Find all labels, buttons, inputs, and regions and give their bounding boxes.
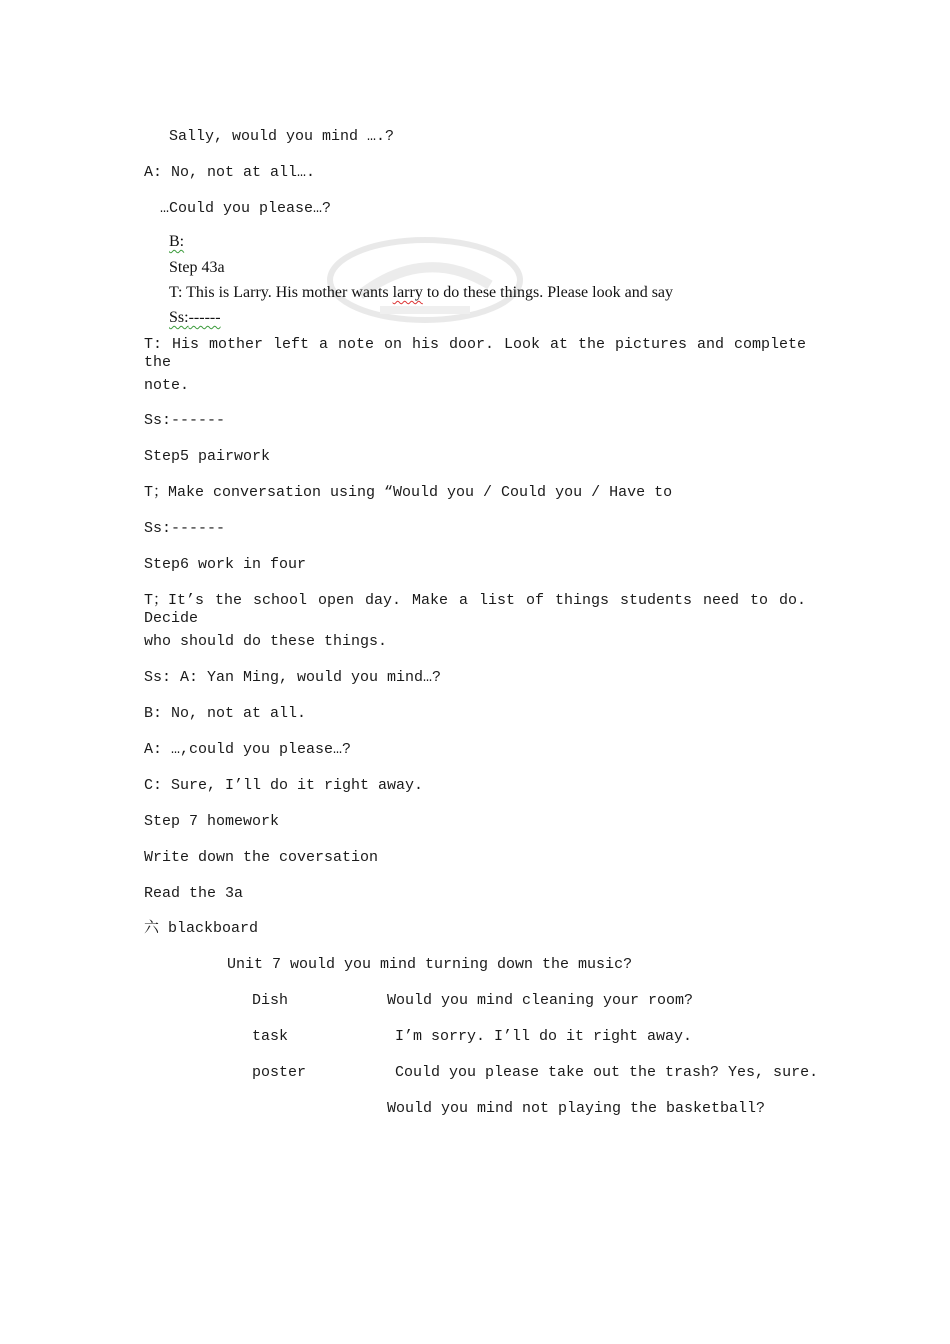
line-step5-pairwork: Step5 pairwork — [144, 448, 271, 465]
line-school-open-day-text: T；It’s the school open day. Make a list of things students need to do. Decide — [144, 592, 806, 627]
line-mother-left-note-text: T: His mother left a note on his door. Look at the pictures and complete the — [144, 336, 806, 371]
line-b-prompt — [169, 232, 184, 252]
line-could-you-please: …Could you please…? — [160, 200, 332, 217]
line-blackboard-heading: 六 blackboard — [144, 920, 259, 937]
line-step6-work-in-four: Step6 work in four — [144, 556, 307, 573]
line-this-is-larry-part2: to do these things. Please look and say — [422, 284, 674, 301]
blackboard-sentence-2: I’m sorry. I’ll do it right away. — [395, 1028, 693, 1045]
line-make-conversation: T；Make conversation using “Would you / Could you / Have to — [144, 484, 673, 501]
line-ss-dash-marks: ------ — [188, 309, 221, 326]
blackboard-sentence-4: Would you mind not playing the basketball? — [387, 1100, 766, 1117]
line-write-down: Write down the coversation — [144, 849, 379, 866]
blackboard-word-task: task — [252, 1028, 289, 1045]
blackboard-title: Unit 7 would you mind turning down the music? — [227, 956, 633, 973]
line-who-should-do: who should do these things. — [144, 633, 388, 650]
blackboard-sentence-1: Would you mind cleaning your room? — [387, 992, 694, 1009]
line-a-could-you-please: A: …,could you please…? — [144, 741, 352, 758]
line-sally-would-you-mind: Sally, would you mind ….? — [169, 128, 395, 145]
blackboard-sentence-3: Could you please take out the trash? Yes, sure. — [395, 1064, 819, 1081]
blackboard-word-poster: poster — [252, 1064, 307, 1081]
line-no-not-at-all: A: No, not at all…. — [144, 164, 316, 181]
line-note: note. — [144, 377, 190, 394]
line-c-sure: C: Sure, I’ll do it right away. — [144, 777, 424, 794]
line-ss-response-2: Ss:------ — [144, 520, 226, 537]
blackboard-word-dish: Dish — [252, 992, 289, 1009]
line-yan-ming: Ss: A: Yan Ming, would you mind…? — [144, 669, 442, 686]
line-step7-homework: Step 7 homework — [144, 813, 280, 830]
line-step-43a: Step 43a — [169, 259, 225, 276]
line-ss-label: Ss: — [169, 309, 189, 326]
line-larry-misspelled: larry — [392, 284, 423, 301]
line-b-no-not-at-all: B: No, not at all. — [144, 705, 307, 722]
line-this-is-larry — [169, 283, 673, 303]
line-school-open-day — [144, 592, 806, 628]
line-ss-dashes — [169, 308, 221, 328]
line-read-3a: Read the 3a — [144, 885, 244, 902]
line-ss-response-1: Ss:------ — [144, 412, 226, 429]
line-b-text: B: — [169, 233, 185, 250]
watermark-logo — [320, 225, 530, 335]
line-mother-left-note — [144, 336, 806, 372]
line-this-is-larry-part1: T: This is Larry. His mother wants — [169, 284, 393, 301]
